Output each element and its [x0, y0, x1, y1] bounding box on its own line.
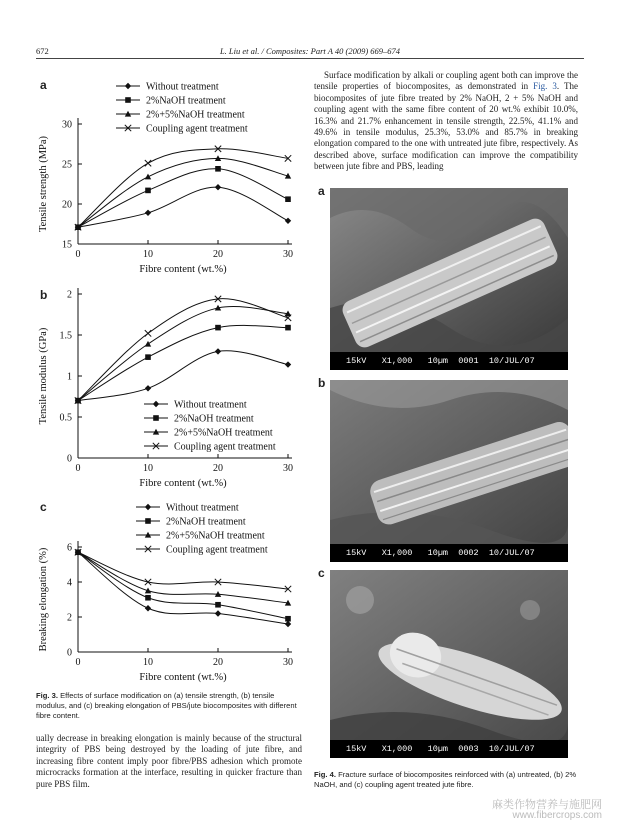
chart-c-point-diamond	[215, 610, 221, 616]
chart-a-series-line-3	[78, 149, 288, 227]
fig3-link[interactable]: Fig. 3	[533, 81, 557, 92]
chart-a-point-square	[215, 166, 221, 172]
chart-a-legend	[116, 82, 248, 135]
chart-b-series-line-1	[78, 325, 288, 400]
chart-a-x-tick-label: 0	[75, 249, 81, 260]
fig4-caption-text: Fracture surface of biocomposites reinforced with (a) untreated, (b) 2% NaOH, and (c) coupling agent treated jute fibre.	[314, 770, 577, 789]
chart-a-point-cross	[145, 160, 151, 166]
chart-a-legend-marker	[125, 83, 131, 89]
panel-letter-b: b	[40, 288, 48, 302]
chart-c-series-line-2	[78, 552, 288, 603]
chart-a-point-square	[285, 196, 291, 202]
fig3-caption	[36, 691, 302, 721]
fig3-caption-text: Effects of surface modification on (a) tensile strength, (b) tensile modulus, and (c) breaking elongation of PBS/jute biocomposites with different fibre content.	[36, 691, 297, 720]
panel-letter-c: c	[40, 500, 47, 514]
sem-info-bar-b: 15kV X1,000 10µm 0002 10/JUL/07	[330, 544, 568, 562]
chart-a-point-diamond	[285, 218, 291, 224]
chart-c-x-tick-label: 0	[75, 657, 81, 668]
chart-b-legend	[144, 400, 276, 453]
sem-image-a	[330, 188, 568, 370]
chart-b-point-diamond	[215, 348, 221, 354]
chart-tensile-strength	[30, 76, 300, 276]
chart-c-y-tick-label: 4	[67, 577, 72, 589]
fig3-caption-label: Fig. 3.	[36, 691, 58, 700]
watermark-url: www.fibercrops.com	[512, 810, 602, 821]
chart-c-x-tick-label: 10	[143, 657, 153, 668]
chart-c-x-label: Fibre content (wt.%)	[139, 672, 227, 683]
chart-b-point-diamond	[145, 385, 151, 391]
chart-c-legend	[136, 503, 268, 556]
chart-b-x-tick-label: 0	[75, 463, 81, 474]
paragraph-text-end: . The biocomposites of jute fibre treated by 2% NaOH, 2 + 5% NaOH and coupling agent with the same fibre content of 20 wt.% exhibit 10.0%, 16.3% and 21.7% enhancement in tensile strength, 22.5%, 41.1% and 49.6% in tensile modulus, 25.3%, 53.0% and 85.7% in breaking elongation compared to the one with untreated jute fibre, respectively. As described above, surface modification can improve the compatibility between jute fibre and PBS, leading	[314, 81, 578, 172]
header-rule	[36, 58, 584, 59]
chart-c-point-square	[145, 595, 151, 601]
sem-fibre-graphic-c	[330, 570, 568, 740]
chart-b-point-triangle	[145, 341, 151, 347]
chart-c-y-tick-label: 0	[67, 647, 72, 659]
chart-b-x-tick-label: 20	[213, 463, 223, 474]
chart-b-y-tick-label: 0	[67, 453, 72, 465]
chart-c-x-tick-label: 30	[283, 657, 293, 668]
chart-b-point-diamond	[285, 361, 291, 367]
chart-a-x-tick-label: 20	[213, 249, 223, 260]
chart-c-y-label: Breaking elongation (%)	[38, 547, 49, 652]
chart-b-series-line-0	[78, 351, 288, 401]
chart-a-x-tick-label: 30	[283, 249, 293, 260]
chart-b-x-tick-label: 30	[283, 463, 293, 474]
chart-a-legend-label: 2%NaOH treatment	[146, 95, 226, 107]
chart-tensile-modulus	[30, 286, 300, 492]
chart-b-y-tick-label: 1	[67, 371, 72, 383]
chart-a-legend-marker	[125, 97, 131, 103]
chart-c-series-line-3	[78, 552, 288, 589]
chart-c-legend-label: Without treatment	[166, 502, 239, 514]
chart-b-legend-marker	[153, 401, 159, 407]
chart-c-legend-label: 2%+5%NaOH treatment	[166, 530, 265, 542]
chart-b-legend-label: Without treatment	[174, 399, 247, 411]
chart-b-y-tick-label: 1.5	[59, 330, 72, 342]
chart-a-x-label: Fibre content (wt.%)	[139, 264, 227, 275]
sem-image-c	[330, 570, 568, 758]
chart-c-point-square	[215, 602, 221, 608]
chart-b-series-line-2	[78, 307, 288, 401]
chart-a-y-tick-label: 20	[62, 199, 72, 211]
chart-b-legend-label: 2%NaOH treatment	[174, 413, 254, 425]
paragraph-text-start: Surface modification by alkali or coupling agent both can improve the tensile properties of biocomposites, as demonstrated in	[314, 70, 578, 92]
chart-b-legend-label: Coupling agent treatment	[174, 441, 276, 453]
chart-c-y-tick-label: 2	[67, 612, 72, 624]
chart-c-series-line-0	[78, 552, 288, 624]
chart-a-series-line-0	[78, 187, 288, 227]
chart-a-point-diamond	[215, 184, 221, 190]
chart-c-legend-marker	[145, 504, 151, 510]
chart-a-legend-label: Coupling agent treatment	[146, 123, 248, 135]
chart-a-legend-label: Without treatment	[146, 81, 219, 93]
chart-a-x-tick-label: 10	[143, 249, 153, 260]
chart-a-y-tick-label: 30	[62, 119, 72, 131]
chart-c-point-square	[285, 616, 291, 622]
fig4-caption	[314, 770, 578, 790]
chart-b-legend-label: 2%+5%NaOH treatment	[174, 427, 273, 439]
sem-image-b	[330, 380, 568, 562]
chart-a-y-tick-label: 15	[62, 239, 72, 251]
chart-b-point-square	[285, 325, 291, 331]
chart-b-x-label: Fibre content (wt.%)	[139, 478, 227, 489]
sem-fibre-graphic-a	[330, 188, 568, 352]
chart-b-legend-marker	[153, 415, 159, 421]
chart-breaking-elongation	[30, 497, 300, 687]
fig4-caption-label: Fig. 4.	[314, 770, 336, 779]
sem-letter-b: b	[318, 376, 326, 390]
watermark-title: 麻类作物营养与施肥网	[492, 799, 602, 811]
chart-a-series-line-1	[78, 169, 288, 228]
panel-letter-a: a	[40, 78, 47, 92]
sem-info-bar-c: 15kV X1,000 10µm 0003 10/JUL/07	[330, 740, 568, 758]
chart-a-series-line-2	[78, 158, 288, 227]
chart-b-x-tick-label: 10	[143, 463, 153, 474]
sem-fibre-graphic-b	[330, 380, 568, 544]
running-title: L. Liu et al. / Composites: Part A 40 (2009) 669–674	[219, 46, 401, 56]
chart-c-legend-marker	[145, 518, 151, 524]
chart-c-x-tick-label: 20	[213, 657, 223, 668]
sem-letter-c: c	[318, 566, 325, 580]
chart-a-point-diamond	[145, 210, 151, 216]
chart-c-point-diamond	[285, 621, 291, 627]
chart-b-y-tick-label: 2	[67, 289, 72, 301]
right-paragraph	[314, 70, 578, 173]
chart-b-y-label: Tensile modulus (GPa)	[38, 327, 49, 425]
chart-c-legend-label: Coupling agent treatment	[166, 544, 268, 556]
chart-a-point-square	[145, 188, 151, 194]
chart-c-y-tick-label: 6	[67, 542, 72, 554]
page-number: 672	[36, 46, 49, 56]
chart-b-point-cross	[145, 330, 151, 336]
chart-c-legend-label: 2%NaOH treatment	[166, 516, 246, 528]
left-paragraph: ually decrease in breaking elongation is mainly because of the structural integrity of PBS being destroyed by the loading of jute fibre, and increasing fibre content imply poor fibre/PBS adhesion which promote microcracks formation at the interface, resulting in quicker fracture than pure PBS film.	[36, 733, 302, 789]
sem-letter-a: a	[318, 184, 325, 198]
chart-b-y-tick-label: 0.5	[59, 412, 72, 424]
chart-b-series-line-3	[78, 299, 288, 401]
chart-a-legend-label: 2%+5%NaOH treatment	[146, 109, 245, 121]
chart-a-y-tick-label: 25	[62, 159, 72, 171]
chart-b-point-square	[145, 354, 151, 360]
sem-info-bar-a: 15kV X1,000 10µm 0001 10/JUL/07	[330, 352, 568, 370]
chart-a-y-label: Tensile strength (MPa)	[38, 135, 49, 233]
chart-b-point-square	[215, 325, 221, 331]
chart-c-point-diamond	[145, 605, 151, 611]
chart-a-point-triangle	[145, 174, 151, 180]
